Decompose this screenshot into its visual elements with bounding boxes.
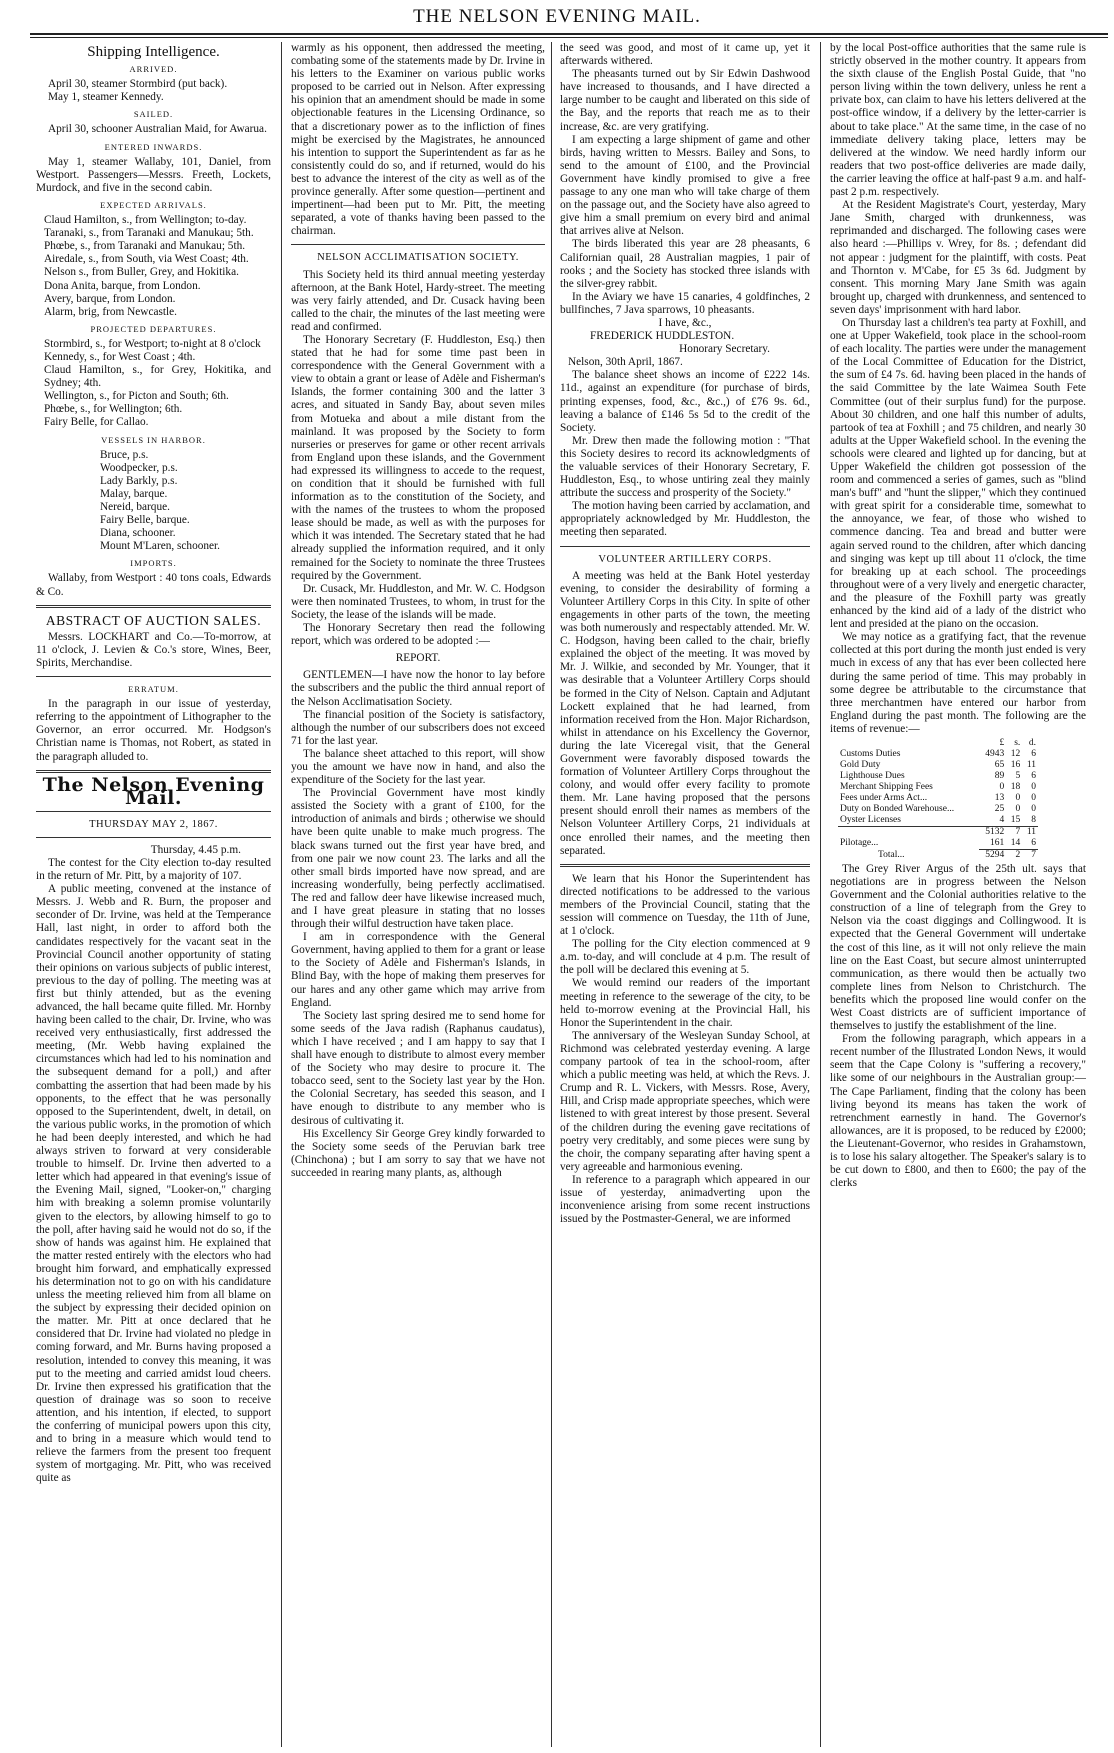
article-paragraph: The Honorary Secretary (F. Huddleston, Esq.) then stated that he had for some time past been in correspondence with the General Government with a view to obtain a grant or lease of Adèle and Fisherman's Islands, the former containing 300 and the latter 3 acres, and situated in Sandy Bay, about seven miles from Motueka and about a mile distant from the mainland. It was proposed by the Society to form nurseries or preserves for game or other recent arrivals from England upon these islands, and the Government had expressed its willingness to accede to the request, on condition that it should be furnished with full information as to the constitution of the Society, and with the names of the trustees to whom the proposed lease should be made, as well as with the purposes for which it was intended. The Secretary stated that he had already supplied the information required, and it only remained for the Society to nominate the three Trustees required by the Government. [291, 333, 545, 582]
revenue-header [838, 738, 1038, 749]
projected-item: Wellington, s., for Picton and South; 6th. [44, 390, 229, 403]
report-paragraph: I am in correspondence with the General Government, having applied to them for a grant or lease to the Society of Adèle and Fisherman's Islands, in Blind Bay, with the hope of making them preserves for our hares and any other game which may arrive from England. [291, 931, 545, 1009]
projected-item: Kennedy, s., for West Coast ; 4th. [44, 350, 196, 363]
dateline-time: Thursday, 4.45 p.m. [150, 843, 241, 856]
revenue-total: Total... 5294 2 7 [878, 849, 1036, 860]
projected-item: Fairy Belle, for Callao. [44, 416, 149, 429]
report-paragraph: The Society last spring desired me to send home for some seeds of the Java radish (Raphanus caudatus), which I have received ; and I am happy to say that I shall have enough to distribute to almost every member of the Society who may desire to procure it. The tobacco seed, sent to the Society last year by the Hon. the Colonial Secretary, has seeded this season, and I have enough to distribute to any member who is desirous of cultivating it. [291, 1009, 545, 1127]
article-paragraph: The contest for the City election to-day resulted in the return of Mr. Pitt, by a majority of 107. [36, 856, 271, 883]
article-paragraph: The polling for the City election commenced at 9 a.m. to-day, and will conclude at 4 p.m. The result of the poll will be declared this evening at 5. [560, 938, 810, 977]
report-paragraph: The Provincial Government have most kindly assisted the Society with a grant of £100, for the introduction of animals and birds ; otherwise we should have been quite unable to make much progress. The black swans turned out the first year have bred, and from one pair we now count 23. The larks and all the other small birds imported have now spread, and are increasing wonderfully, being perfectly acclimatised. The red and fallow deer have likewise increased much, and I have great pleasure in stating that no losses through their wilful destruction have taken place. [291, 787, 545, 931]
expected-item: Dona Anita, barque, from London. [44, 279, 201, 292]
column-divider [820, 42, 821, 1747]
revenue-table [838, 738, 1038, 861]
vessel-item: Nereid, barque. [100, 501, 170, 513]
revenue-row: Customs Duties 4943 12 6 [840, 748, 1036, 759]
article-paragraph: warmly as his opponent, then addressed the meeting, combating some of the statements made by Dr. Irvine in his letters to the Examiner on various public works proposed to be carried out in Nelson. After expressing his opinion that an amendment should be made in some objectionable features in the Licensing Ordinance, so that a discretionary power as to the infliction of fines might be exercised by the Magistrates, he announced his intention to support the Superintendent as far as he consistently could do so, and if returned, would do his best to advance the interest of the city as well as of the province generally. After some question—pertinent and impertinent—had been put to Mr. Pitt, the meeting separated, a vote of thanks having been passed to the chairman. [291, 42, 545, 238]
report-paragraph: I am expecting a large shipment of game and other birds, having written to Messrs. Bailey and Sons, to send to the amount of £100, and the Provincial Government have kindly promised to give a free passage to any one man who will take charge of them on the passage out, and the Society have also agreed to give him a small premium on every bird and animal that arrives alive at Nelson. [560, 133, 810, 238]
imports-item: Wallaby, from Westport : 40 tons coals, Edwards & Co. [36, 572, 271, 598]
revenue-row: Oyster Licenses 4 15 8 [840, 814, 1036, 825]
entered-label: ENTERED INWARDS. [104, 141, 203, 152]
signature-name: FREDERICK HUDDLESTON. [590, 330, 735, 343]
auction-title: ABSTRACT OF AUCTION SALES. [45, 612, 262, 628]
article-paragraph: The balance sheet shows an income of £222 14s. 11d., against an expenditure (for purchase of birds, printing expenses, food, &c., &c.,) of £76 9s. 6d., leaving a balance of £146 5s 5d to the credit of the Society. [560, 369, 810, 434]
sailed-label: SAILED. [133, 109, 174, 120]
revenue-row: Merchant Shipping Fees 0 18 0 [840, 781, 1036, 792]
masthead-rule [30, 33, 1108, 35]
vessel-item: Bruce, p.s. [100, 448, 149, 461]
revenue-subtotal: 5132 7 11 [838, 826, 1038, 838]
report-paragraph: The birds liberated this year are 28 pheasants, 6 Californian quail, 28 Australian magpies, 1 pair of rooks ; and the Society has stocked three islands with the silver-grey rabbit. [560, 238, 810, 290]
article-paragraph: Dr. Cusack, Mr. Huddleston, and Mr. W. C. Hodgson were then nominated Trustees, to whom, in trust for the Society, the lease of the islands will be made. [291, 582, 545, 621]
article-paragraph: The motion having been carried by acclamation, and appropriately acknowledged by Mr. Huddleston, the meeting then separated. [560, 500, 810, 539]
report-paragraph: The financial position of the Society is satisfactory, although the number of our subscribers does not exceed 71 for the last year. [291, 708, 545, 747]
signature-title: Honorary Secretary. [679, 343, 770, 356]
article-paragraph: A meeting was held at the Bank Hotel yesterday evening, to consider the desirability of forming a Volunteer Artillery Corps in this City. In spite of other engagements in other parts of the town, the meeting was both numerously and respectably attended. Mr. W. C. Hodgson, having been called to the chair, briefly explained the object of the meeting. It was moved by Mr. J. Wilkie, and seconded by Mr. Younger, that it was desirable that a Volunteer Artillery Corps should be formed in the City of Nelson. Captain and Adjutant Lockett explained that he had learned, from information received from the Hon. Major Richardson, whilst in attendance on his Excellency the Governor, during the late Viceregal visit, that the General Government were favorably disposed towards the formation of Volunteer Artillery Corps throughout the colony, and would offer every facility to promote them. Mr. Lane having proposed that the persons present should enroll their names as members of the Nelson Volunteer Artillery Corps, 21 individuals at once enrolled their names, and the meeting then separated. [560, 569, 810, 857]
section-rule [36, 770, 271, 773]
artillery-heading: VOLUNTEER ARTILLERY CORPS. [598, 553, 772, 565]
vessel-item: Fairy Belle, barque. [100, 514, 190, 527]
signature-close: I have, &c., [658, 316, 712, 329]
expected-item: Phœbe, s., from Taranaki and Manukau; 5th. [44, 240, 246, 253]
revenue-row: Gold Duty 65 16 11 [840, 759, 1036, 770]
expected-item: Avery, barque, from London. [44, 292, 176, 305]
column-4 [830, 42, 1086, 1744]
article-paragraph: The Grey River Argus of the 25th ult. says that negotiations are in progress between the Nelson Government and the Colonial authorities relative to the construction of a line of telegraph from the Grey to Nelson via the coast diggings and Collingwood. It is expected that the General Government will undertake the cost of this line, as it will not only relieve the main line on the East Coast, but secure almost uninterrupted communication, as there would then be actually two complete lines from Nelson to Christchurch. The benefits which the proposed line would confer on the West Coast districts are of sufficient importance of themselves to justify the establishment of the line. [830, 862, 1086, 1033]
revenue-row: Duty on Bonded Warehouse... 25 0 0 [840, 803, 1036, 814]
shipping-title: Shipping Intelligence. [87, 44, 220, 60]
vessel-item: Woodpecker, p.s. [100, 461, 178, 474]
column-divider [551, 42, 552, 1747]
auction-text: Messrs. LOCKHART and Co.—To-morrow, at 11 o'clock, J. Levien & Co.'s store, Wines, Beer, Spirits, Merchandise. [36, 630, 271, 669]
acclimatisation-heading: NELSON ACCLIMATISATION SOCIETY. [317, 252, 519, 264]
signature-date: Nelson, 30th April, 1867. [568, 356, 683, 369]
revenue-row: Fees under Arms Act... 13 0 0 [840, 792, 1036, 803]
masthead: THE NELSON EVENING MAIL. [413, 6, 701, 27]
expected-item: Alarm, brig, from Newcastle. [44, 305, 178, 318]
sailed-item: April 30, schooner Australian Maid, for Awarua. [48, 123, 267, 136]
arrived-item: April 30, steamer Stormbird (put back). [48, 78, 228, 91]
vessel-item: Malay, barque. [100, 487, 168, 500]
article-paragraph: We may notice as a gratifying fact, that the revenue collected at this port during the month just ended is very much in excess of any that has ever been collected here during the same period of time. This may probably in some degree be attributable to the circumstance that three merchantmen have entered our harbor from England during the past month. The following are the items of revenue:— [830, 631, 1086, 735]
section-rule [36, 811, 271, 812]
entered-item: May 1, steamer Wallaby, 101, Daniel, from Westport. Passengers—Messrs. Freeth, Lockets, Murdock, and five in the second cabin. [36, 155, 271, 194]
section-rule [36, 605, 271, 608]
expected-item: Airedale, s., from South, via West Coast; 4th. [44, 253, 249, 266]
vessel-item: Lady Barkly, p.s. [100, 474, 178, 487]
vessel-item: Diana, schooner. [100, 527, 176, 540]
article-paragraph: A public meeting, convened at the instance of Messrs. J. Webb and R. Burn, the proposer and seconder of Dr. Irvine, was held at the Temperance Hall, last night, in order to afford both the candidates respectively for the vacant seat in the Provincial Council another opportunity of stating their opinions on various subjects of public interest, previous to the day of polling. The meeting was at first but thinly attended, but as the evening advanced, the hall became quite filled. Mr. Hornby having been called to the chair, Dr. Irvine, who was received very enthusiastically, first addressed the meeting, (Mr. Webb having explained the circumstances which had led to his nomination and the subsequent demand for a poll,) and after combatting the assertion that had been made by his opponents, to the effect that he was personally opposed to the Superintendent, dwelt, in detail, on the various public works, in the promotion of which he had been deeply interested, and which he had always striven to forward at very considerable trouble to himself. Dr. Irvine then adverted to a letter which had appeared in that evening's issue of the Evening Mail, signed, "Looker-on," charging him with breaking a solemn promise voluntarily given to the electors, by allowing himself to go to the poll, after having said he would not do so, if the show of hands was against him. He explained that the matter rested entirely with the electors who had brought him forward, and emphatically expressed his determination not to go on with his candidature unless the meeting relieved him from all blame on the subject by expressing their decided opinion on the matter. Mr. Pitt at once declared that he considered that Dr. Irvine had violated no pledge in coming forward, and Mr. Burns having proposed a resolution, intended to convey this meaning, it was put to the meeting and carried amidst loud cheers. Dr. Irvine then expressed his gratification that the question of drainage was so soon to receive attention, and his intention, if elected, to support the conferring of municipal powers upon this city, and to bring in a measure which would tend to relieve the farmers from the present too frequent system of mortgaging. Mr. Pitt, who was received quite as [36, 883, 271, 1485]
expected-item: Nelson s., from Buller, Grey, and Hokitika. [44, 266, 239, 279]
projected-item: Claud Hamilton, s., for Grey, Hokitika, and Sydney; 4th. [44, 364, 271, 390]
report-paragraph: His Excellency Sir George Grey kindly forwarded to the Society some seeds of the Peruvian bark tree (Chinchona) ; but I am sorry to say that we have not succeeded in rearing many plants, as, although [291, 1127, 545, 1179]
projected-label: PROJECTED DEPARTURES. [90, 323, 217, 334]
report-label: REPORT. [395, 652, 441, 665]
article-paragraph: In reference to a paragraph which appeared in our issue of yesterday, animadverting upon the inconvenience arising from some recent instructions issued by the Postmaster-General, we are informed [560, 1173, 810, 1226]
article-paragraph: by the local Post-office authorities that the same rule is strictly observed in the mother country. It appears from the sixth clause of the English Postal Guide, that "no person living within the town delivery, unless he rent a private box, can claim to have his letters delivered at the post-office window, if a delivery by the letter-carrier is about to take place." At the same time, in the case of no immediate delivery taking place, letters may be delivered at the window. We need hardly inform our readers that two post-office deliveries are made daily, the carrier leaving the office at half-past 9 a.m. and half-past 2 p.m. respectively. [830, 42, 1086, 199]
vessels-label: VESSELS IN HARBOR. [101, 434, 206, 445]
column-divider [281, 42, 282, 1747]
article-paragraph: From the following paragraph, which appears in a recent number of the Illustrated London News, it would seem that the Cape Colony is "suffering a recovery," like some of our neighbours in the Australian group:—The Cape Parliament, finding that the colony has been living beyond its means has taken the work of retrenchment earnestly in hand. The Governor's allowances, are it is proposed, to be reduced by £2000; the Lieutenant-Governor, who resides in Grahamstown, is to lose his salary altogether. The Speaker's salary is to be cut down to £800, and then to £600; the pay of the clerks [830, 1033, 1086, 1190]
section-rule [36, 676, 271, 677]
column-2 [291, 42, 545, 1744]
article-paragraph: We learn that his Honor the Superintendent has directed notifications to be addressed to the various members of the Provincial Council, stating that the session will commence on Tuesday, the 11th of June, at 1 o'clock. [560, 872, 810, 938]
report-paragraph: In the Aviary we have 15 canaries, 4 goldfinches, 2 bullfinches, 7 Java sparrows, 10 pheasants. [560, 290, 810, 316]
imports-label: IMPORTS. [130, 558, 177, 569]
projected-item: Stormbird, s., for Westport; to-night at 8 o'clock [44, 337, 261, 350]
section-rule [560, 864, 810, 867]
erratum-text: In the paragraph in our issue of yesterday, referring to the appointment of Lithographer to the Governor, an error occurred. Mr. Hodgson's Christian name is Thomas, not Robert, as stated in the paragraph alluded to. [36, 698, 271, 763]
rev-head-l: £ [999, 737, 1005, 748]
arrived-item: May 1, steamer Kennedy. [48, 91, 164, 104]
rev-head-d: d. [1028, 737, 1036, 748]
section-rule [291, 244, 545, 245]
column-1 [36, 42, 271, 1744]
article-paragraph: This Society held its third annual meeting yesterday afternoon, at the Bank Hotel, Hardy-street. The meeting was very fairly attended, and Dr. Cusack having been called to the chair, the minutes of the last meeting were read and confirmed. [291, 268, 545, 333]
revenue-pilotage: Pilotage... 161 14 6 [840, 837, 1036, 849]
expected-item: Taranaki, s., from Taranaki and Manukau; 5th. [44, 227, 254, 240]
article-paragraph: We would remind our readers of the important meeting in reference to the sewerage of the city, to be held to-morrow evening at the Provincial Hall, his Honor the Superintendent in the chair. [560, 977, 810, 1029]
article-paragraph: The anniversary of the Wesleyan Sunday School, at Richmond was celebrated yesterday evening. A large company partook of tea in the school-room, after which a public meeting was held, at which the Revs. J. Crump and R. L. Vickers, with Messrs. Rose, Avery, Hill, and Crisp made appropriate speeches, which were listened to with great interest by those present. Several of the children during the evening gave recitations of poetry very creditably, and some pieces were sung by the choir, the company separating after having spent a very agreeable and harmonious evening. [560, 1029, 810, 1173]
article-paragraph: The Honorary Secretary then read the following report, which was ordered to be adopted :— [291, 622, 545, 648]
article-paragraph: Mr. Drew then made the following motion : "That this Society desires to record its acknowledgments of the valuable services of their Honorary Secretary, F. Huddleston, Esq., to whose untiring zeal they mainly attribute the success and prosperity of the Society." [560, 434, 810, 500]
section-rule [560, 546, 810, 547]
projected-item: Phœbe, s., for Wellington; 6th. [44, 403, 183, 416]
paper-title: The Nelson Evening Mail. [42, 773, 265, 809]
report-paragraph: the seed was good, and most of it came up, yet it afterwards withered. [560, 42, 810, 68]
rev-head-s: s. [1014, 737, 1021, 748]
article-paragraph: On Thursday last a children's tea party at Foxhill, and one at Upper Wakefield, took place in the school-room of each locality. The parties were under the management of the Local Committee of Education for the District, the sum of £4 7s. 6d. having been placed in the hands of the said Committee by the late Waimea South Fete Committee (out of their surplus fund) for the purpose. About 30 children, and one half this number of adults, partook of tea at Foxhill ; and 75 children, and nearly 30 adults at the Upper Wakefield school. In the evening the schools were cleared and lighted up for dancing, but at Upper Wakefield the children got possession of the room and commenced a series of games, such as "blind man's buff" and "hunt the slipper," which they continued with great spirit for a considerable time, somewhat to the annoyance, we fear, of those who wished to commence dancing. Tea and bread and butter were again served round to the children, after which dancing and singing was kept up till about 11 o'clock, the time for breaking up at each school. The proceedings throughout were of a very lively and energetic character, and the pleasure of the Foxhill party was greatly enhanced by the kind aid of a lady of the district who lent and presided at the piano on the occasion. [830, 316, 1086, 631]
report-paragraph: GENTLEMEN—I have now the honor to lay before the subscribers and the public the third annual report of the Nelson Acclimatisation Society. [291, 669, 545, 708]
arrived-label: ARRIVED. [129, 64, 178, 75]
article-paragraph: At the Resident Magistrate's Court, yesterday, Mary Jane Smith, charged with drunkenness, was reprimanded and discharged. The following cases were also heard :—Phillips v. Wrey, for 8s. ; defendant did not appear : judgment for the plaintiff, with costs. Peat and Thornton v. M'Cabe, for £5 3s 6d. Judgment by consent. This morning Mary Jane Smith was again brought up, charged with drunkenness, and sentenced to seven days' imprisonment with hard labor. [830, 199, 1086, 316]
erratum-title: ERRATUM. [128, 684, 179, 695]
section-rule [36, 837, 271, 838]
report-paragraph: The balance sheet attached to this report, will show you the amount we have now in hand, and also the expenditure of the Society for the last year. [291, 747, 545, 787]
vessel-item: Mount M'Laren, schooner. [100, 540, 221, 553]
column-3 [560, 42, 810, 1744]
report-paragraph: The pheasants turned out by Sir Edwin Dashwood have increased to thousands, and I have directed a large number to be caught and liberated on this side of the Bay, and the reports that reach me as to their increase, &c. are very gratifying. [560, 68, 810, 133]
revenue-row: Lighthouse Dues 89 5 6 [840, 770, 1036, 781]
expected-label: EXPECTED ARRIVALS. [100, 199, 207, 210]
masthead-rule-thin [30, 37, 1108, 38]
expected-item: Claud Hamilton, s., from Wellington; to-day. [44, 214, 247, 227]
issue-date: THURSDAY MAY 2, 1867. [89, 818, 218, 830]
